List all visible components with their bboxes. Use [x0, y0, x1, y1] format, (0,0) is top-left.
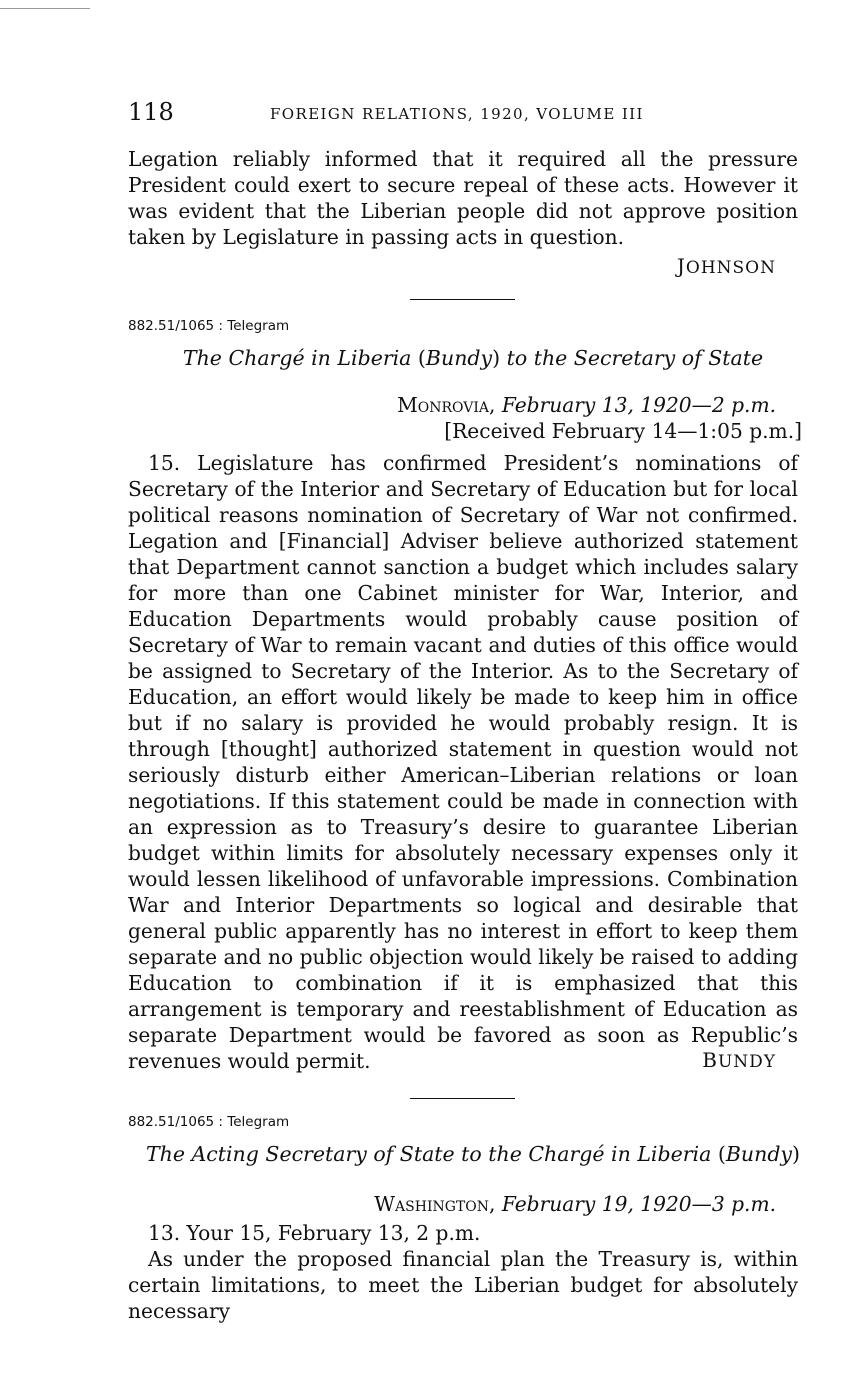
signature-rest: UNDY: [717, 1052, 776, 1072]
running-head: FOREIGN RELATIONS, 1920, VOLUME III: [270, 105, 644, 123]
page-header: [128, 98, 798, 132]
dateline-date: February 19, 1920—3 p.m.: [495, 1192, 776, 1216]
telegram-body: 15. Legislature has confirmed President’s nominations of Secretary of the Interior and Secretary of Education but for local political reasons nomination of Secretary of War not confirmed. Legation and [Financial] Adviser believe authorized statement that Department cannot sanction a budget which includes salary for more than one Cabinet minister for War, Interior, and Education Departments would probably cause position of Secretary of War to remain vacant and duties of this office would be assigned to Secretary of the Interior. As to the Secretary of Education, an effort would likely be made to keep him in office but if no salary is provided he would probably resign. It is through [thought] authorized statement in question would not seriously disturb either American–Liberian relations or loan negotiations. If this statement could be made in connection with an expression as to Treasury’s desire to guarantee Liberian budget within limits for absolutely necessary expenses only it would lessen likelihood of unfavorable impressions. Combination War and Interior Departments so logical and desirable that general public apparently has no interest in effort to keep them separate and no public objection would likely be raised to adding Education to combination if it is emphasized that this arrangement is temporary and reestablishment of Education as separate Department would be favored as soon as Republic’s revenues would permit.: [128, 451, 798, 1073]
document-title: [128, 1142, 818, 1166]
continuation-paragraph: Legation reliably informed that it required all the pressure President could exert to secure repeal of these acts. However it was evident that the Liberian people did not approve position taken by Legislature in passing acts in question.: [128, 147, 798, 249]
signature-initial: B: [702, 1048, 718, 1072]
dateline: [374, 1192, 776, 1216]
received-note: [Received February 14—1:05 p.m.]: [444, 419, 802, 443]
title-name: Bundy: [425, 346, 493, 370]
dateline-place: Monrovia,: [397, 393, 496, 417]
signature-johnson: [677, 254, 776, 278]
file-reference: 882.51/1065 : Telegram: [128, 1114, 290, 1130]
title-paren-close: ): [792, 1142, 801, 1166]
reply-paragraph: 13. Your 15, February 13, 2 p.m.: [148, 1221, 481, 1245]
corner-scan-mark: [0, 8, 90, 9]
title-paren-open: (: [717, 1142, 726, 1166]
title-text: The Chargé in Liberia: [182, 346, 418, 370]
page-number: 118: [128, 98, 174, 126]
document-title: [128, 346, 818, 370]
dateline-date: February 13, 1920—2 p.m.: [495, 393, 776, 417]
title-paren-open: (: [417, 346, 426, 370]
signature-bundy: [702, 1048, 776, 1072]
title-name: Bundy: [725, 1142, 793, 1166]
section-divider: [410, 1098, 515, 1099]
title-text: The Acting Secretary of State to the Chargé in Liberia: [145, 1142, 718, 1166]
dateline: [397, 393, 776, 417]
dateline-place: Washington,: [374, 1192, 496, 1216]
signature-initial: J: [676, 254, 686, 278]
signature-rest: OHNSON: [685, 258, 776, 278]
title-paren-close: ): [492, 346, 501, 370]
title-text-end: to the Secretary of State: [500, 346, 764, 370]
reply-paragraph: As under the proposed financial plan the Treasury is, within certain limitations, to meet the Liberian budget for absolutely necessary: [128, 1247, 798, 1323]
section-divider: [410, 299, 515, 300]
file-reference: 882.51/1065 : Telegram: [128, 318, 290, 334]
